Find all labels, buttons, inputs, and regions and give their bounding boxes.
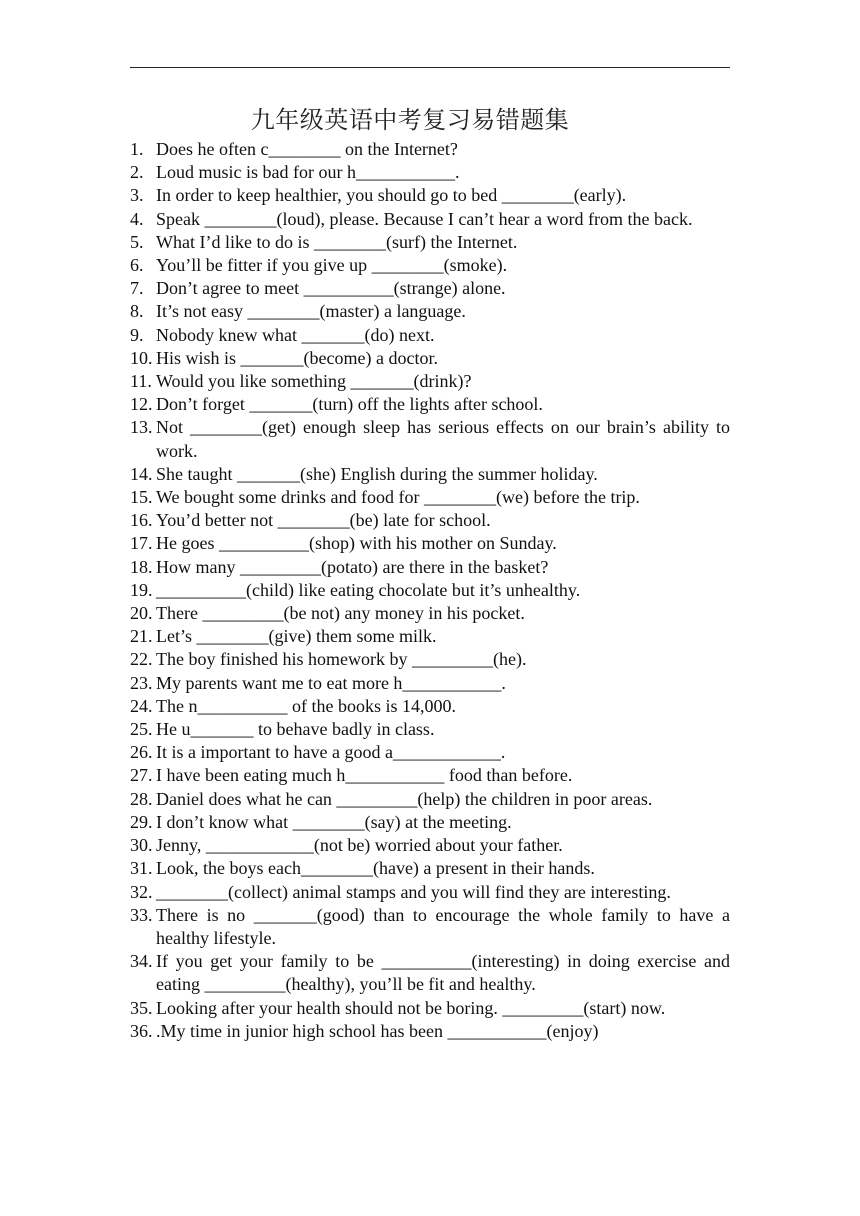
exercise-item (130, 208, 730, 231)
exercise-item (130, 648, 730, 671)
exercise-number: 2. (130, 162, 144, 183)
exercise-text: .My time in junior high school has been ___________(enjoy) (156, 1020, 599, 1041)
exercise-text: If you get your family to be __________(interesting) in doing exercise and eating _________(healthy), you’ll be fit and healthy. (156, 951, 730, 995)
exercise-text: Would you like something _______(drink)? (156, 371, 472, 392)
exercise-item (130, 579, 730, 602)
exercise-item (130, 881, 730, 904)
exercise-text: He u_______ to behave badly in class. (156, 719, 435, 740)
exercise-number: 32. (130, 881, 153, 902)
exercise-number: 1. (130, 139, 144, 159)
exercise-item (130, 556, 730, 579)
exercise-number: 22. (130, 649, 153, 670)
exercise-text: Nobody knew what _______(do) next. (156, 324, 435, 345)
exercise-number: 23. (130, 672, 153, 693)
exercise-item (130, 1020, 730, 1043)
exercise-number: 27. (130, 765, 153, 786)
exercise-item (130, 486, 730, 509)
exercise-number: 4. (130, 208, 144, 229)
exercise-text: Not ________(get) enough sleep has serious effects on our brain’s ability to work. (156, 417, 730, 461)
exercise-number: 3. (130, 185, 144, 206)
exercise-text: You’d better not ________(be) late for school. (156, 510, 491, 531)
exercise-item (130, 393, 730, 416)
exercise-text: ________(collect) animal stamps and you will find they are interesting. (156, 881, 671, 902)
exercise-number: 30. (130, 835, 153, 856)
exercise-number: 15. (130, 487, 153, 508)
exercise-text: Let’s ________(give) them some milk. (156, 626, 437, 647)
exercise-text: I don’t know what ________(say) at the meeting. (156, 811, 512, 832)
exercise-item (130, 602, 730, 625)
page-title: 九年级英语中考复习易错题集 (250, 106, 570, 134)
exercise-item (130, 509, 730, 532)
exercise-item (130, 231, 730, 254)
exercise-number: 33. (130, 904, 153, 925)
exercise-item (130, 718, 730, 741)
exercise-item (130, 788, 730, 811)
exercise-text: Jenny, ____________(not be) worried about your father. (156, 835, 563, 856)
exercise-text: Looking after your health should not be boring. _________(start) now. (156, 997, 666, 1018)
exercise-item (130, 834, 730, 857)
exercise-number: 34. (130, 951, 153, 972)
exercise-text: __________(child) like eating chocolate but it’s unhealthy. (156, 579, 581, 600)
exercise-text: It’s not easy ________(master) a language. (156, 301, 466, 322)
exercise-number: 5. (130, 231, 144, 252)
exercise-text: You’ll be fitter if you give up ________(smoke). (156, 255, 508, 276)
exercise-number: 9. (130, 324, 144, 345)
exercise-item (130, 950, 730, 996)
exercise-item (130, 300, 730, 323)
exercise-number: 36. (130, 1020, 153, 1041)
exercise-text: The n__________ of the books is 14,000. (156, 695, 456, 716)
exercise-number: 25. (130, 719, 153, 740)
exercise-number: 35. (130, 997, 153, 1018)
exercise-text: In order to keep healthier, you should go to bed ________(early). (156, 185, 627, 206)
exercise-item (130, 277, 730, 300)
exercise-item (130, 672, 730, 695)
exercise-number: 19. (130, 579, 153, 600)
exercise-item (130, 138, 730, 161)
header-rule (130, 67, 730, 68)
exercise-item (130, 416, 730, 462)
exercise-text: There _________(be not) any money in his pocket. (156, 603, 525, 624)
exercise-item (130, 184, 730, 207)
exercise-number: 7. (130, 278, 144, 299)
exercise-number: 16. (130, 510, 153, 531)
exercise-number: 12. (130, 394, 153, 415)
exercise-item (130, 532, 730, 555)
exercise-number: 26. (130, 742, 153, 763)
exercise-text: The boy finished his homework by _________(he). (156, 649, 527, 670)
exercise-number: 31. (130, 858, 153, 879)
exercise-text: How many _________(potato) are there in the basket? (156, 556, 549, 577)
exercise-text: Loud music is bad for our h___________. (156, 162, 460, 183)
exercise-text: His wish is _______(become) a doctor. (156, 347, 438, 368)
exercise-item (130, 695, 730, 718)
exercise-item (130, 811, 730, 834)
exercise-item (130, 741, 730, 764)
exercise-text: Does he often c________ on the Internet? (156, 139, 458, 159)
exercise-item (130, 764, 730, 787)
exercise-list (130, 138, 730, 1043)
exercise-number: 28. (130, 788, 153, 809)
exercise-number: 13. (130, 417, 153, 438)
exercise-item (130, 997, 730, 1020)
exercise-number: 10. (130, 347, 153, 368)
exercise-item (130, 161, 730, 184)
exercise-number: 21. (130, 626, 153, 647)
exercise-text: Don’t forget _______(turn) off the lights after school. (156, 394, 543, 415)
exercise-text: Look, the boys each________(have) a present in their hands. (156, 858, 595, 879)
exercise-number: 29. (130, 811, 153, 832)
exercise-text: It is a important to have a good a____________. (156, 742, 506, 763)
exercise-item (130, 857, 730, 880)
exercise-text: I have been eating much h___________ food than before. (156, 765, 573, 786)
exercise-item (130, 625, 730, 648)
exercise-item (130, 904, 730, 950)
exercise-text: She taught _______(she) English during the summer holiday. (156, 463, 598, 484)
exercise-text: What I’d like to do is ________(surf) the Internet. (156, 231, 518, 252)
exercise-item (130, 254, 730, 277)
exercise-text: My parents want me to eat more h___________. (156, 672, 506, 693)
exercise-text: There is no _______(good) than to encourage the whole family to have a healthy lifestyle. (156, 904, 730, 948)
exercise-number: 18. (130, 556, 153, 577)
exercise-text: Daniel does what he can _________(help) the children in poor areas. (156, 788, 653, 809)
exercise-item (130, 463, 730, 486)
exercise-item (130, 370, 730, 393)
exercise-number: 20. (130, 603, 153, 624)
exercise-item (130, 347, 730, 370)
exercise-number: 6. (130, 255, 144, 276)
exercise-number: 14. (130, 463, 153, 484)
exercise-number: 11. (130, 371, 152, 392)
exercise-text: Don’t agree to meet __________(strange) alone. (156, 278, 506, 299)
exercise-number: 17. (130, 533, 153, 554)
exercise-item (130, 324, 730, 347)
exercise-text: Speak ________(loud), please. Because I can’t hear a word from the back. (156, 208, 693, 229)
exercise-text: We bought some drinks and food for ________(we) before the trip. (156, 487, 640, 508)
exercise-number: 24. (130, 695, 153, 716)
exercise-text: He goes __________(shop) with his mother on Sunday. (156, 533, 557, 554)
exercise-number: 8. (130, 301, 144, 322)
